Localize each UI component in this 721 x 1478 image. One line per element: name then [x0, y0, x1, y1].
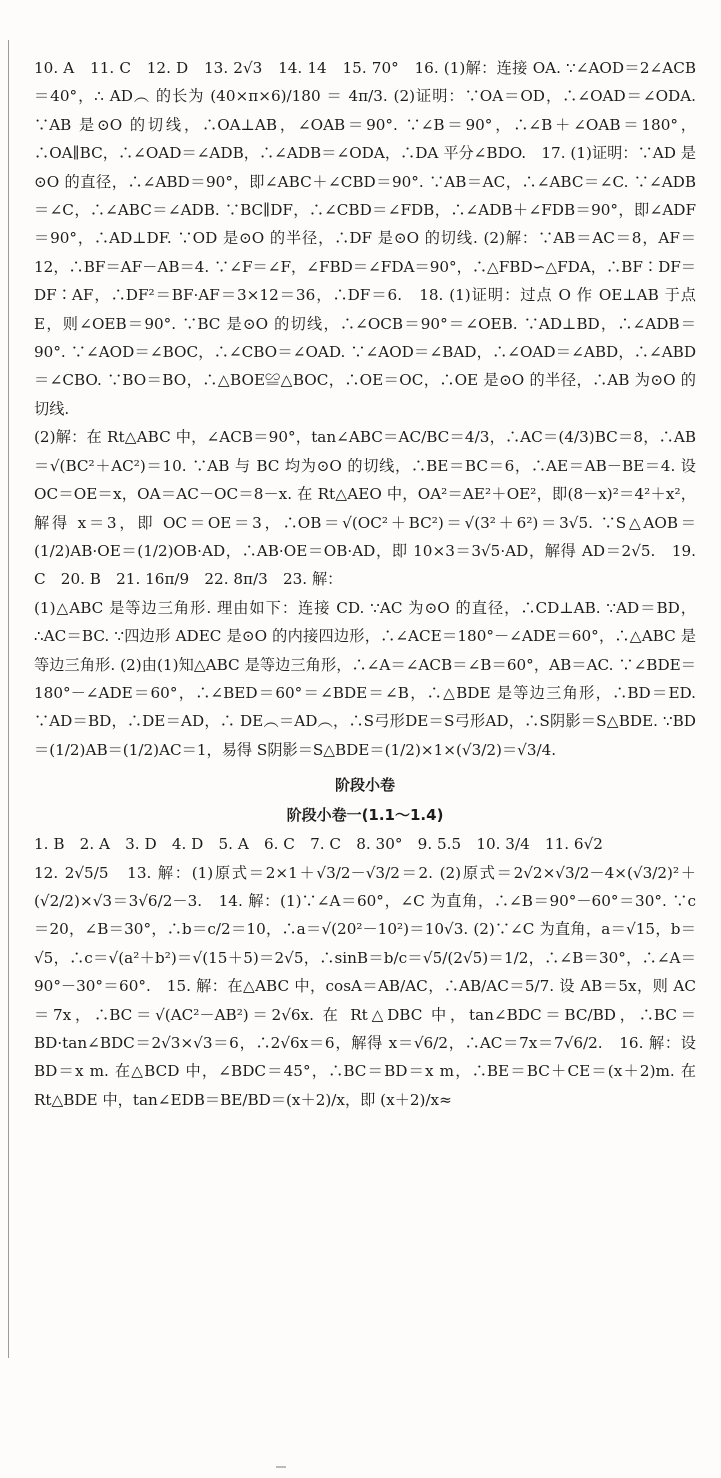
answer-paragraph-5: 12. 2√5/5 13. 解：(1)原式＝2×1＋√3/2－√3/2＝2. (2)原式＝2√2×√3/2－4×(√3/2)²＋(√2/2)×√3＝3√6/2－3. 14. 解：(1)∵∠A＝60°，∠C 为直角，∴∠B＝90°－60°＝30°. ∵c＝20，∠B＝30°，∴b＝c/2＝10，∴a＝√(20²－10²)＝10√3. (2)∵∠C 为直角，a＝√15，b＝√5，∴c＝√(a²＋b²)＝√(15＋5)＝2√5，∴sinB＝b/c＝√5/(2√5)＝1/2，∴∠B＝30°，∴∠A＝90°－30°＝60°. 15. 解：在△ABC 中，cosA＝AB/AC，∴AB/AC＝5/7. 设 AB＝5x，则 AC＝7x，∴BC＝√(AC²－AB²)＝2√6x. 在 Rt△DBC 中，tan∠BDC＝BC/BD，∴BC＝BD·tan∠BDC＝2√3×√3＝6，∴2√6x＝6，解得 x＝√6/2，∴AC＝7x＝7√6/2. 16. 解：设 BD＝x m. 在△BCD 中，∠BDC＝45°，∴BC＝BD＝x m，∴BE＝BC＋CE＝(x＋2)m. 在 Rt△BDE 中，tan∠EDB＝BE/BD＝(x＋2)/x，即 (x＋2)/x≈ — [34, 863, 696, 1109]
section-title: 阶段小卷 — [334, 776, 395, 795]
page-margin-rule — [8, 40, 9, 1358]
choice-answers-row: 1. B 2. A 3. D 4. D 5. A 6. C 7. C 8. 30° 9. 5.5 10. 3/4 11. 6√2 — [34, 835, 603, 854]
answer-paragraph-2: (2)解：在 Rt△ABC 中，∠ACB＝90°，tan∠ABC＝AC/BC＝4/3，∴AC＝(4/3)BC＝8，∴AB＝√(BC²＋AC²)＝10. ∵AB 与 BC 均为⊙O 的切线，∴BE＝BC＝6，∴AE＝AB－BE＝4. 设 OC＝OE＝x，OA＝AC－OC＝8－x. 在 Rt△AEO 中，OA²＝AE²＋OE²，即(8－x)²＝4²＋x²，解得 x＝3，即 OC＝OE＝3，∴OB＝√(OC²＋BC²)＝√(3²＋6²)＝3√5. ∵S△AOB＝(1/2)AB·OE＝(1/2)OB·AD，∴AB·OE＝OB·AD，即 10×3＝3√5·AD，解得 AD＝2√5. 19. C 20. B 21. 16π/9 22. 8π/3 23. 解： — [34, 428, 696, 589]
answer-paragraph-3: (1)△ABC 是等边三角形. 理由如下：连接 CD. ∵AC 为⊙O 的直径，∴CD⊥AB. ∵AD＝BD，∴AC＝BC. ∵四边形 ADEC 是⊙O 的内接四边形，∴∠ACE＝180°－∠ADE＝60°，∴△ABC 是等边三角形. (2)由(1)知△ABC 是等边三角形，∴∠A＝∠ACB＝∠B＝60°，AB＝AC. ∵∠BDE＝180°－∠ADE＝60°，∴∠BED＝60°＝∠BDE＝∠B，∴△BDE 是等边三角形，∴BD＝ED. ∵AD＝BD，∴DE＝AD，∴ DE︵＝AD︵，∴S弓形DE＝S弓形AD，∴S阴影＝S△BDE. ∵BD＝(1/2)AB＝(1/2)AC＝1，易得 S阴影＝S△BDE＝(1/2)×1×(√3/2)＝√3/4. — [34, 598, 696, 759]
answer-key-page — [34, 54, 696, 1114]
answer-paragraph-1: 10. A 11. C 12. D 13. 2√3 14. 14 15. 70° 16. (1)解：连接 OA. ∵∠AOD＝2∠ACB＝40°，∴ AD︵ 的长为 (40×π×6)/180 ＝ 4π/3. (2)证明：∵OA＝OD，∴∠OAD＝∠ODA. ∵AB 是⊙O 的切线，∴OA⊥AB，∠OAB＝90°. ∵∠B＝90°，∴∠B＋∠OAB＝180°，∴OA∥BC，∴∠OAD＝∠ADB，∴∠ADB＝∠ODA，∴DA 平分∠BDO. 17. (1)证明：∵AD 是⊙O 的直径，∴∠ABD＝90°，即∠ABC＋∠CBD＝90°. ∵AB＝AC，∴∠ABC＝∠C. ∵∠ADB＝∠C，∴∠ABC＝∠ADB. ∵BC∥DF，∴∠CBD＝∠FDB，∴∠ADB＋∠FDB＝90°，即∠ADF＝90°，∴AD⊥DF. ∵OD 是⊙O 的半径，∴DF 是⊙O 的切线. (2)解：∵AB＝AC＝8，AF＝12，∴BF＝AF－AB＝4. ∵∠F＝∠F，∠FBD＝∠FDA＝90°，∴△FBD∽△FDA，∴BF∶DF＝DF∶AF，∴DF²＝BF·AF＝3×12＝36，∴DF＝6. 18. (1)证明：过点 O 作 OE⊥AB 于点 E，则∠OEB＝90°. ∵BC 是⊙O 的切线，∴∠OCB＝90°＝∠OEB. ∵AD⊥BD，∴∠ADB＝90°. ∵∠AOD＝∠BOC，∴∠CBO＝∠OAD. ∵∠AOD＝∠BAD，∴∠OAD＝∠ABD，∴∠ABD＝∠CBO. ∵BO＝BO，∴△BOE≌△BOC，∴OE＝OC，∴OE 是⊙O 的半径，∴AB 为⊙O 的切线. — [34, 59, 696, 418]
section-subtitle: 阶段小卷一(1.1～1.4) — [286, 806, 444, 825]
footer-mark — [276, 1466, 286, 1468]
